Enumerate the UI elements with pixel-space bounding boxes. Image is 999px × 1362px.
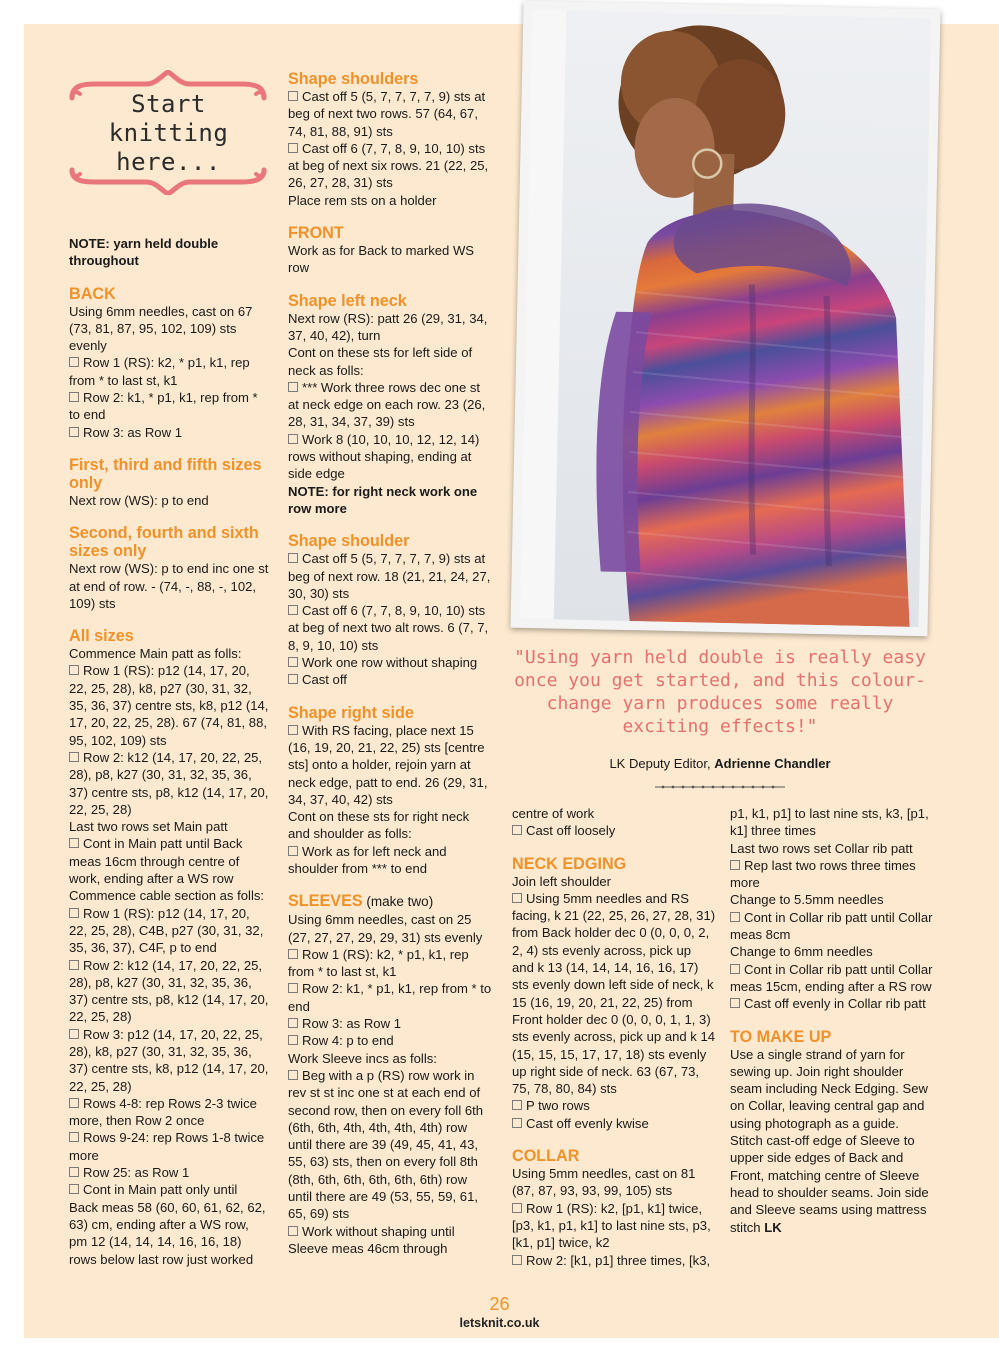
pattern-row-step [69, 354, 269, 389]
pattern-text [288, 242, 492, 277]
editor-credit [510, 756, 930, 771]
section-heading [288, 224, 492, 242]
section-heading [69, 524, 269, 560]
checkbox-icon [288, 949, 298, 959]
checkbox-icon [69, 392, 79, 402]
section-heading-text: Second, fourth and sixth sizes only [69, 524, 259, 561]
pattern-text-content: Cont in Collar rib patt until Collar meas 8cm [730, 909, 933, 943]
section-heading-text: Shape left neck [288, 291, 407, 310]
section-heading [288, 532, 492, 550]
pattern-row-step [288, 550, 492, 602]
pattern-text-content: Using 5mm needles and RS facing, k 21 (22, 25, 26, 27, 28, 31) from Back holder dec 0 (0, 0, 0, 2, 2, 4) sts evenly across, pick up and k 13 (14, 14, 14, 16, 16, 17) sts evenly down left side of neck, k 15 (16, 19, 20, 21, 22, 25) from Front holder dec 0 (0, 0, 0, 1, 1, 3) sts evenly across, pick up and k 14 (15, 15, 15, 17, 17, 18) sts evenly up right side of neck. 63 (67, 73, 75, 78, 80, 84) sts [512, 890, 716, 1097]
checkbox-icon [69, 1132, 79, 1142]
model-photo [520, 10, 932, 627]
pattern-text-content: Cast off 6 (7, 7, 8, 9, 10, 10) sts at beg of next six rows. 21 (22, 25, 26, 27, 28, 31) sts [288, 140, 489, 191]
pattern-text-content: Row 3: as Row 1 [83, 424, 182, 440]
checkbox-icon [512, 1255, 522, 1265]
pattern-row-step [512, 1115, 716, 1132]
pattern-text-content: *** Work three rows dec one st at neck edge on each row. 23 (26, 28, 31, 34, 37, 39) sts [288, 379, 486, 430]
pattern-text-content: Row 1 (RS): k2, * p1, k1, rep from * to last st, k1 [288, 946, 469, 980]
pattern-text-content: P two rows [526, 1098, 590, 1114]
pattern-row-step [69, 424, 269, 441]
pattern-text-content: Rows 4-8: rep Rows 2-3 twice more, then Row 2 once [69, 1095, 257, 1129]
checkbox-icon [288, 725, 298, 735]
pattern-text-content: Cast off [302, 672, 347, 688]
pattern-row-step [288, 654, 492, 671]
section-heading-text: Shape shoulder [288, 532, 410, 551]
column-1 [69, 235, 269, 1268]
pattern-text-content: Work as for Back to marked WS row [288, 243, 475, 276]
page-number: 26 [489, 1294, 510, 1314]
checkbox-icon [730, 964, 740, 974]
pattern-text-content: Cont in Main patt until Back meas 16cm through centre of work, ending after a WS row [69, 836, 243, 887]
start-knitting-heading [66, 90, 271, 177]
section-heading-text: COLLAR [512, 1147, 580, 1166]
pattern-row-step [69, 389, 269, 424]
pattern-row-step [69, 1129, 269, 1164]
pattern-text-content: Cast off 6 (7, 7, 8, 9, 10, 10) sts at beg of next two alt rows. 6 (7, 7, 8, 9, 10, 10) sts [288, 603, 489, 653]
pattern-text [512, 873, 716, 890]
section-heading [512, 1147, 716, 1165]
credit-role: LK Deputy Editor, [609, 756, 711, 771]
pattern-text-content: Cont on these sts for right neck and shoulder as folls: [288, 809, 470, 842]
pattern-text-content: Row 1 (RS): k2, [p1, k1] twice, [p3, k1, p1, k1] to last nine sts, p3, [k1, p1] twice, k2 [512, 1200, 711, 1251]
pattern-text-content: Row 1 (RS): p12 (14, 17, 20, 22, 25, 28), k8, p27 (30, 31, 32, 35, 36, 37) centre sts, k8, p12 (14, 17, 20, 22, 25, 28). 67 (74, 81, 88, 95, 102, 109) sts [69, 663, 269, 748]
pattern-text-content: Using 5mm needles, cast on 81 (87, 87, 93, 93, 99, 105) sts [512, 1166, 696, 1199]
section-heading-text: TO MAKE UP [730, 1027, 832, 1046]
section-heading [69, 456, 269, 492]
pattern-row-step [288, 140, 492, 192]
pattern-text [69, 492, 269, 509]
pattern-text-content: Last two rows set Main patt [69, 819, 228, 835]
checkbox-icon [288, 657, 298, 667]
checkbox-icon [730, 912, 740, 922]
pattern-row-step [288, 88, 492, 140]
pattern-row-step [69, 957, 269, 1026]
pattern-text-content: Last two rows set Collar rib patt [730, 840, 913, 856]
pattern-text-content: Work one row without shaping [302, 655, 478, 671]
pattern-text-content: Row 2: k12 (14, 17, 20, 22, 25, 28), p8, k27 (30, 31, 32, 35, 36, 37) centre sts, p8, k12 (14, 17, 20, 22, 25, 28) [69, 749, 269, 817]
pattern-text [69, 818, 269, 835]
pattern-row-step [288, 1032, 492, 1049]
pattern-row-step [69, 1095, 269, 1130]
pattern-row-step [288, 1067, 492, 1223]
checkbox-icon [512, 893, 522, 903]
pattern-text-content: Commence Main patt as folls: [69, 646, 242, 662]
stitch-divider [655, 781, 785, 793]
section-heading-note: (make two) [362, 894, 434, 910]
pattern-text [730, 943, 935, 960]
pattern-text-content: Place rem sts on a holder [288, 192, 437, 208]
pattern-text-content: Row 3: as Row 1 [302, 1016, 401, 1032]
pattern-row-step [512, 1252, 716, 1269]
checkbox-icon [69, 357, 79, 367]
pattern-row-step [288, 671, 492, 688]
pattern-row-step [69, 1026, 269, 1095]
checkbox-icon [69, 752, 79, 762]
section-heading [69, 285, 269, 303]
model-photo-frame [510, 1, 940, 637]
checkbox-icon [288, 1226, 298, 1236]
pattern-row-step [512, 1200, 716, 1252]
checkbox-icon [288, 674, 298, 684]
checkbox-icon [69, 427, 79, 437]
checkbox-icon [512, 1100, 522, 1110]
pattern-text [512, 1165, 716, 1200]
pattern-text-content: Row 2: k1, * p1, k1, rep from * to end [288, 981, 492, 1014]
pattern-text [730, 805, 935, 840]
pattern-row-step [288, 431, 492, 483]
checkbox-icon [512, 1203, 522, 1213]
pattern-text-content: Cont in Main patt only until Back meas 58 (60, 60, 61, 62, 62, 63) cm, ending after a WS row, pm 12 (14, 14, 14, 16, 16, 18) rows below last row just worked [69, 1182, 266, 1267]
pattern-text [288, 1050, 492, 1067]
section-heading-text: FRONT [288, 224, 344, 243]
pattern-text [69, 560, 269, 612]
pattern-row-step [69, 662, 269, 748]
pattern-text-content: Row 25: as Row 1 [83, 1165, 190, 1181]
section-heading-text: Shape shoulders [288, 70, 419, 88]
pattern-note [288, 483, 492, 518]
pattern-row-step [288, 1015, 492, 1032]
section-heading-text: SLEEVES [288, 892, 363, 911]
pattern-text-content: Row 1 (RS): p12 (14, 17, 20, 22, 25, 28), C4B, p27 (30, 31, 32, 35, 36, 37), C4F, p to end [69, 905, 264, 956]
pattern-row-step [730, 961, 935, 996]
pattern-text-content: Cast off 5 (5, 7, 7, 7, 7, 9) sts at beg of next two rows. 57 (64, 67, 74, 81, 88, 91) sts [288, 89, 486, 139]
pattern-text [69, 303, 269, 355]
section-heading-text: All sizes [69, 627, 134, 646]
pattern-text-content: NOTE: yarn held double throughout [69, 236, 219, 269]
pattern-text-content: Using 6mm needles, cast on 25 (27, 27, 27, 29, 29, 31) sts evenly [288, 912, 483, 945]
pattern-row-step [69, 905, 269, 957]
pattern-text [288, 808, 492, 843]
column-3 [512, 805, 716, 1269]
pattern-row-step [730, 857, 935, 892]
pattern-text-content: Row 1 (RS): k2, * p1, k1, rep from * to last st, k1 [69, 355, 250, 388]
section-heading [512, 855, 716, 873]
pattern-text [288, 310, 492, 345]
checkbox-icon [69, 1029, 79, 1039]
pattern-text [288, 911, 492, 946]
pattern-row-step [288, 1223, 492, 1258]
pattern-text-content: Row 2: k12 (14, 17, 20, 22, 25, 28), p8, k27 (30, 31, 32, 35, 36, 37) centre sts, p8, k12 (14, 17, 20, 22, 25, 28) [69, 957, 269, 1025]
section-heading-text: Shape right side [288, 703, 414, 722]
pattern-row-step [288, 602, 492, 654]
pattern-row-step [69, 1181, 269, 1267]
pattern-text-content: Commence cable section as folls: [69, 888, 265, 904]
pattern-row-step [69, 749, 269, 818]
pattern-text-content: Work 8 (10, 10, 10, 12, 12, 14) rows without shaping, ending at side edge [288, 431, 480, 482]
pattern-text [730, 840, 935, 857]
badge-line-2: knitting [108, 119, 229, 147]
checkbox-icon [288, 434, 298, 444]
pattern-row-step [512, 890, 716, 1098]
pattern-text-content: Cast off evenly in Collar rib patt [744, 996, 926, 1012]
section-heading-text: First, third and fifth sizes only [69, 455, 262, 492]
pattern-row-step [288, 843, 492, 878]
credit-name: Adrienne Chandler [714, 756, 831, 771]
badge-line-1: Start [131, 90, 206, 118]
pattern-text [69, 645, 269, 662]
checkbox-icon [69, 1184, 79, 1194]
pattern-text-content: Row 2: k1, * p1, k1, rep from * to end [69, 390, 258, 423]
checkbox-icon [288, 1018, 298, 1028]
pattern-text-content: p1, k1, p1] to last nine sts, k3, [p1, k1] three times [730, 806, 929, 839]
pattern-text-content: centre of work [512, 806, 595, 821]
section-heading-text: BACK [69, 284, 116, 303]
pattern-row-step [288, 722, 492, 808]
pattern-row-step [730, 909, 935, 944]
pattern-text-content: Using 6mm needles, cast on 67 (73, 81, 87, 95, 102, 109) sts evenly [69, 303, 253, 354]
checkbox-icon [288, 605, 298, 615]
checkbox-icon [69, 838, 79, 848]
checkbox-icon [288, 91, 298, 101]
pattern-text [730, 1046, 935, 1236]
checkbox-icon [512, 1118, 522, 1128]
pattern-text-content: Next row (RS): patt 26 (29, 31, 34, 37, 40, 42), turn [288, 310, 488, 343]
checkbox-icon [288, 1035, 298, 1045]
pattern-text-content: Use a single strand of yarn for sewing up. Join right shoulder seam including Neck Edging. Sew on Collar, leaving central gap and using photograph as a guide. Stitch cast-off edge of Sleeve to upper side edges of Back and Front, matching centre of Sleeve head to shoulder seams. Join side and Sleeve seams using mattress stitch [730, 1046, 929, 1235]
section-heading [69, 627, 269, 645]
pattern-text-content: Change to 6mm needles [730, 944, 873, 960]
pattern-note [69, 235, 269, 270]
pattern-text-content: Row 4: p to end [302, 1033, 394, 1049]
pattern-text-content: Row 2: [k1, p1] three times, [k3, [526, 1252, 711, 1268]
pattern-text-content: Change to 5.5mm needles [730, 892, 884, 908]
pattern-row-step [288, 980, 492, 1015]
badge-line-3: here... [116, 148, 221, 176]
pattern-text-content: Cont in Collar rib patt until Collar meas 15cm, ending after a RS row [730, 961, 933, 994]
pattern-text-content: Work as for left neck and shoulder from *** to end [288, 843, 447, 876]
pattern-row-step [288, 946, 492, 981]
pattern-text-content: Work Sleeve incs as folls: [288, 1050, 437, 1066]
pattern-text-content: Rows 9-24: rep Rows 1-8 twice more [69, 1130, 265, 1163]
checkbox-icon [69, 908, 79, 918]
section-heading [288, 892, 492, 911]
checkbox-icon [288, 1070, 298, 1080]
pattern-text [69, 887, 269, 904]
section-heading [730, 1028, 935, 1046]
column-4 [730, 805, 935, 1236]
checkbox-icon [730, 860, 740, 870]
pattern-text [288, 344, 492, 379]
pattern-text-content: Row 3: p12 (14, 17, 20, 22, 25, 28), k8, p27 (30, 31, 32, 35, 36, 37) centre sts, k8, p12 (14, 17, 20, 22, 25, 28) [69, 1026, 269, 1094]
checkbox-icon [69, 665, 79, 675]
pattern-text-content: Cast off evenly kwise [526, 1115, 649, 1131]
checkbox-icon [69, 960, 79, 970]
section-heading [288, 70, 492, 88]
pattern-row-step [69, 835, 269, 887]
checkbox-icon [730, 998, 740, 1008]
editor-quote: "Using yarn held double is really easy once you get started, and this colour-change yarn produces some really exciting effects!" [514, 647, 926, 737]
pattern-text-content: Cont on these sts for left side of neck as folls: [288, 345, 473, 378]
checkbox-icon [69, 1098, 79, 1108]
lk-signoff: LK [760, 1219, 782, 1235]
pattern-text [730, 891, 935, 908]
pattern-text-content: Work without shaping until Sleeve meas 46cm through [288, 1223, 455, 1256]
pattern-text-content: Beg with a p (RS) row work in rev st st inc one st at each end of second row, then on every foll 6th (6th, 6th, 4th, 4th, 4th, 4th) row until there are 39 (49, 45, 41, 43, 55, 63) sts, then on every foll 8th (8th, 6th, 6th, 6th, 6th, 6th) row until there are 49 (53, 55, 59, 61, 65, 69) sts [288, 1067, 484, 1222]
pattern-text-content: Join left shoulder [512, 873, 611, 889]
pattern-row-step [69, 1164, 269, 1181]
pattern-row-step [512, 822, 716, 839]
section-heading [288, 704, 492, 722]
pattern-text-content: Cast off loosely [526, 823, 616, 839]
pattern-text-content: Cast off 5 (5, 7, 7, 7, 7, 9) sts at beg of next row. 18 (21, 21, 24, 27, 30, 30) sts [288, 551, 491, 601]
section-heading-text: NECK EDGING [512, 854, 627, 873]
website-url: letsknit.co.uk [459, 1316, 540, 1330]
checkbox-icon [288, 382, 298, 392]
checkbox-icon [288, 553, 298, 563]
pattern-text-content: NOTE: for right neck work one row more [288, 483, 478, 516]
column-2 [288, 70, 492, 1257]
pattern-text [288, 192, 492, 209]
pattern-text-content: Next row (WS): p to end inc one st at end of row. - (74, -, 88, -, 102, 109) sts [69, 561, 269, 611]
checkbox-icon [288, 846, 298, 856]
checkbox-icon [288, 983, 298, 993]
checkbox-icon [69, 1167, 79, 1177]
section-heading [288, 292, 492, 310]
checkbox-icon [512, 825, 522, 835]
pattern-text-content: Rep last two rows three times more [730, 857, 916, 891]
pattern-text [512, 805, 716, 822]
pattern-row-step [512, 1097, 716, 1114]
pattern-text-content: Next row (WS): p to end [69, 492, 209, 508]
checkbox-icon [288, 143, 298, 153]
pattern-row-step [730, 995, 935, 1012]
pattern-text-content: With RS facing, place next 15 (16, 19, 20, 21, 22, 25) sts [centre sts] onto a holder, rejoin yarn at neck edge, patt to end. 26 (29, 31, 34, 37, 40, 42) sts [288, 722, 488, 807]
pattern-row-step [288, 379, 492, 431]
